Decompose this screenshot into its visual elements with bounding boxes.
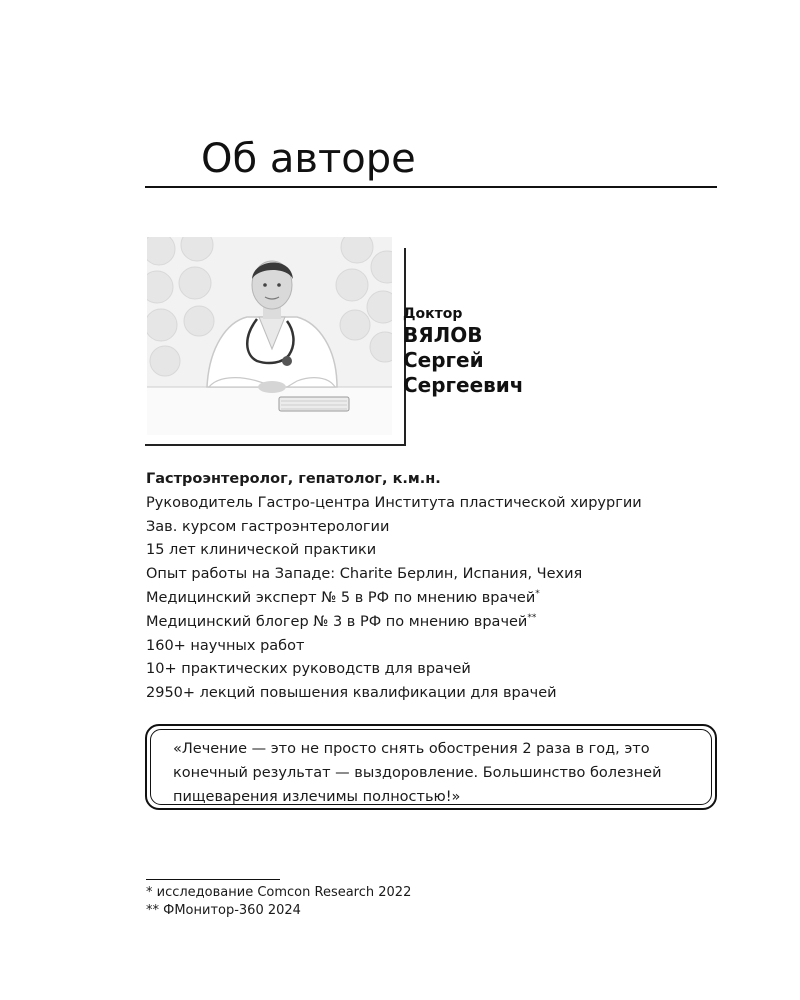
credential-item-expert <box>146 587 746 611</box>
footnote-item: ** ФМонитор-360 2024 <box>146 903 301 918</box>
credential-item: Руководитель Гастро-центра Института пластической хирургии <box>146 494 642 511</box>
credential-expert-text: Медицинский эксперт № 5 в РФ по мнению врачей <box>146 589 536 606</box>
footnote-item: * исследование Comcon Research 2022 <box>146 885 412 900</box>
author-surname: ВЯЛОВ <box>403 323 483 347</box>
credential-item: 160+ научных работ <box>146 637 305 654</box>
author-first-name: Сергей <box>403 348 484 372</box>
title-divider <box>145 186 717 188</box>
credential-item: 10+ практических руководств для врачей <box>146 661 471 678</box>
credentials-list <box>146 468 746 706</box>
credential-item: Опыт работы на Западе: Charite Берлин, Испания, Чехия <box>146 566 583 583</box>
author-photo <box>147 237 392 435</box>
credential-blogger-text: Медицинский блогер № 3 в РФ по мнению врачей <box>146 613 528 630</box>
credential-item: Зав. курсом гастроэнтерологии <box>146 518 390 535</box>
footnote-mark: * <box>535 589 540 600</box>
quote-line: пищеварения излечимы полностью!» <box>173 789 461 805</box>
footnote-divider <box>146 879 280 880</box>
quote-text <box>150 729 712 805</box>
credential-item-blogger <box>146 611 746 635</box>
author-patronymic: Сергеевич <box>403 373 524 397</box>
credential-item: 2950+ лекций повышения квалификации для врачей <box>146 685 557 702</box>
credential-item: 15 лет клинической практики <box>146 542 377 559</box>
author-title-prefix: Доктор <box>403 306 463 322</box>
page-title: Об авторе <box>201 136 416 182</box>
credentials-headline: Гастроэнтеролог, гепатолог, к.м.н. <box>146 471 441 487</box>
quote-box <box>145 724 717 810</box>
footnote-mark: ** <box>527 612 537 623</box>
quote-line: конечный результат — выздоровление. Большинство болезней <box>173 765 662 781</box>
footnotes <box>146 884 411 920</box>
quote-line: «Лечение — это не просто снять обострения 2 раза в год, это <box>173 741 650 757</box>
author-name-block <box>403 305 524 398</box>
